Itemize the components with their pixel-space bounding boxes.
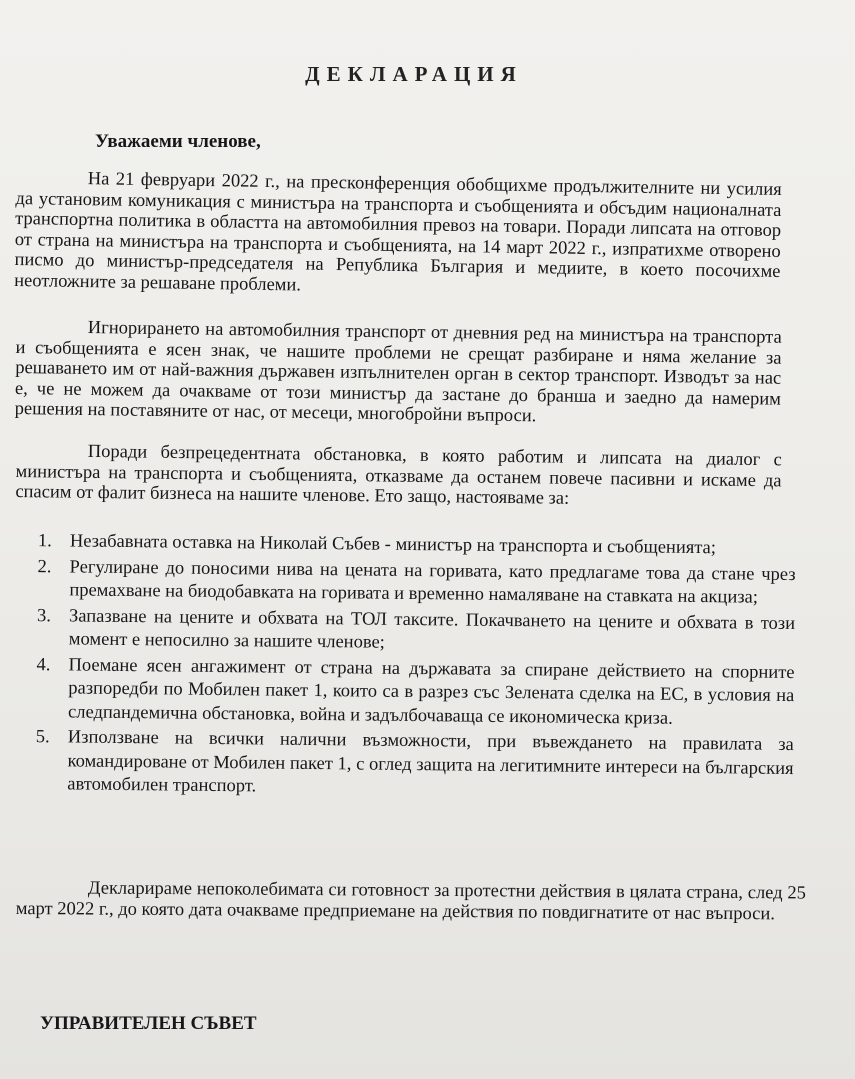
list-item-text: Поемане ясен ангажимент от страна на държавата за спиране действието на спорните разпоредби по Мобилен пакет 1, които са в разрез със Зелената сделка на ЕС, в условия на следпандемична обстановка, война и задълбочаваща се икономическа криза.: [67, 654, 795, 729]
signature-board: УПРАВИТЕЛЕН СЪВЕТ: [40, 1013, 257, 1034]
list-item-text: Незабавната оставка на Николай Събев - министър на транспорта и съобщенията;: [69, 531, 717, 559]
list-item-text: Запазване на цените и обхвата на ТОЛ таксите. Покачването на цените и обхвата в този момент е непосилно за нашите членове;: [68, 605, 796, 653]
list-item-number: 3.: [36, 605, 52, 626]
paragraph-ignoring: Игнорирането на автомобилния транспорт от дневния ред на министъра на транспорта и съобщенията е ясен знак, че нашите проблеми не срещат разбиране и няма желание за решаването им от най-важния държавен изпълнителен орган в сектор транспорт. Изводът за нас е, че не можем да очакваме от този министър да застане до бранша и заедно да намерим решения на поставяните от нас, от месеци, многобройни въпроси.: [14, 318, 782, 427]
document-title: ДЕКЛАРАЦИЯ: [305, 62, 523, 86]
list-item-number: 5.: [35, 727, 50, 748]
list-item: [27, 604, 795, 659]
demands-list: [25, 530, 796, 807]
paragraph-intro: На 21 февруари 2022 г., на пресконференция обобщихме продължителните ни усилия да установим комуникация с министъра на транспорта и съобщенията и обсъдим националната транспортна политика в областта на автомобилния превоз на товари. Поради липсата на отговор от страна на министъра на транспорта и съобщенията, на 14 март 2022 г., изпратихме отворено писмо до министър-председателя на Република България и медиите, в което посочихме неотложните за решаване проблеми.: [14, 169, 782, 295]
list-item: [27, 555, 795, 610]
list-item-number: 2.: [37, 556, 52, 577]
list-item: [25, 726, 794, 805]
paragraph-demands-lead: Поради безпрецедентната обстановка, в която работим и липсата на диалог с министъра на транспорта и съобщенията, отказваме да останем повече пасивни и искаме да спасим от фалит бизнеса на нашите членове. Ето защо, настояваме за:: [15, 441, 782, 509]
list-item-number: 1.: [37, 531, 52, 552]
list-item-text: Регулиране до поносими нива на цената на горивата, като предлагаме това да стане чрез премахване на биодобавката на горивата и временно намаляване на ставката на акциза;: [69, 556, 796, 608]
list-item-number: 4.: [36, 654, 51, 675]
list-item-text: Използване на всички налични възможности, при въвеждането на правилата за командироване от Мобилен пакет 1, с оглед защита на легитимните интереси на българския автомобилен транспорт.: [67, 727, 794, 797]
salutation: Уважаеми членове,: [95, 131, 261, 152]
paragraph-closing: Декларираме непоколебимата си готовност за протестни действия в цялата страна, след 25 март 2022 г., до която дата очакваме предприемане на действия по повдигнатите от нас въпроси.: [15, 878, 806, 924]
list-item: [26, 653, 795, 732]
